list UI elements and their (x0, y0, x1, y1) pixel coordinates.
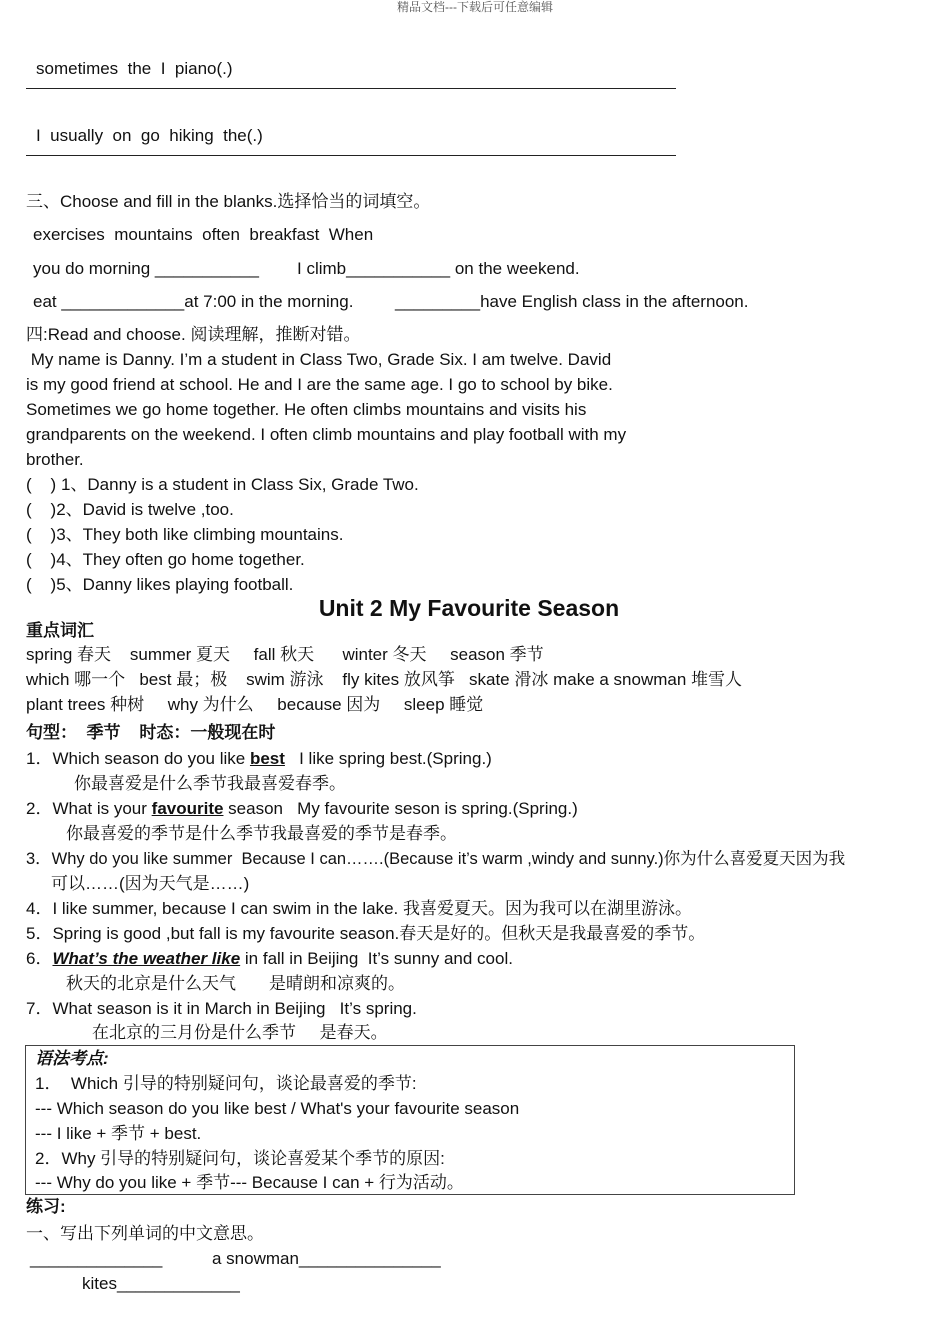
answer-blank-snowman: a snowman_______________ (212, 1249, 441, 1268)
keyword-weather-question: What’s the weather like (52, 949, 241, 968)
answer-line-1 (26, 88, 676, 89)
sentence-6-translation: 秋天的北京是什么天气 是晴朗和凉爽的。 (66, 974, 406, 993)
judge-question: ( )2、David is twelve ,too. (26, 500, 234, 519)
grammar-box-title: 语法考点: (35, 1049, 109, 1068)
judge-question: ( )3、They both like climbing mountains. (26, 525, 344, 544)
passage-line: brother. (26, 450, 84, 469)
sentence-1: 1．Which season do you like best I like spring best.(Spring.) (26, 749, 492, 768)
vocab-heading: 重点词汇 (26, 621, 94, 640)
reorder-question-2: I usually on go hiking the(.) (36, 126, 263, 145)
fill-blank-1a: you do morning ___________ (33, 259, 259, 278)
passage-line: grandparents on the weekend. I often climb mountains and play football with my (26, 425, 627, 444)
page-header-watermark: 精品文档---下载后可任意编辑 (397, 0, 553, 14)
pattern-heading: 句型： 季节 时态：一般现在时 (26, 723, 276, 742)
grammar-line: 1． Which 引导的特别疑问句，谈论最喜爱的季节: (35, 1074, 417, 1093)
sentence-7: 7．What season is it in March in Beijing It’s spring. (26, 999, 417, 1018)
grammar-line: --- Which season do you like best / What's your favourite season (35, 1099, 520, 1118)
vocab-line: which 哪一个 best 最；极 swim 游泳 fly kites 放风筝 skate 滑冰 make a snowman 堆雪人 (26, 670, 743, 689)
sentence-6: 6．What’s the weather like in fall in Beijing It’s sunny and cool. (26, 949, 513, 968)
sentence-2: 2．What is your favourite season My favourite seson is spring.(Spring.) (26, 799, 578, 818)
vocab-line: plant trees 种树 why 为什么 because 因为 sleep 睡觉 (26, 695, 484, 714)
answer-blank: ______________ (30, 1249, 163, 1268)
sentence-7-translation: 在北京的三月份是什么季节 是春天。 (92, 1023, 388, 1042)
section-3-title: 三、Choose and fill in the blanks.选择恰当的词填空。 (26, 192, 431, 211)
sentence-1-translation: 你最喜爱是什么季节我最喜爱春季。 (74, 774, 346, 793)
sentence-3: 3．Why do you like summer Because I can…….(Because it’s warm ,windy and sunny.)你为什么喜爱夏天因为我 (26, 850, 846, 868)
answer-line-2 (26, 155, 676, 156)
reorder-question-1: sometimes the I piano(.) (36, 59, 233, 78)
sentence-2-translation: 你最喜爱的季节是什么季节我最喜爱的季节是春季。 (66, 824, 457, 843)
vocab-line: spring 春天 summer 夏天 fall 秋天 winter 冬天 season 季节 (26, 645, 544, 664)
fill-blank-2a: eat _____________at 7:00 in the morning. (33, 292, 354, 311)
sentence-4: 4．I like summer, because I can swim in the lake. 我喜爱夏天。因为我可以在湖里游泳。 (26, 899, 692, 918)
judge-question: ( )5、Danny likes playing football. (26, 575, 294, 594)
sentence-3-continued: 可以……(因为天气是……) (51, 874, 250, 893)
fill-blank-2b: _________have English class in the afternoon. (395, 292, 749, 311)
passage-line: Sometimes we go home together. He often climbs mountains and visits his (26, 400, 587, 419)
keyword-favourite: favourite (151, 799, 224, 818)
grammar-line: --- Why do you like + 季节--- Because I can + 行为活动。 (35, 1173, 464, 1192)
practice-heading: 练习: (26, 1197, 66, 1216)
sentence-5: 5．Spring is good ,but fall is my favourite season.春天是好的。但秋天是我最喜爱的季节。 (26, 924, 706, 943)
keyword-best: best (249, 749, 285, 768)
practice-task-1: 一、写出下列单词的中文意思。 (26, 1224, 264, 1243)
section-4-title: 四:Read and choose. 阅读理解，推断对错。 (26, 325, 361, 344)
passage-line: is my good friend at school. He and I are the same age. I go to school by bike. (26, 375, 613, 394)
word-bank: exercises mountains often breakfast When (33, 225, 374, 244)
passage-line: My name is Danny. I’m a student in Class Two, Grade Six. I am twelve. David (26, 350, 612, 369)
judge-question: ( )4、They often go home together. (26, 550, 305, 569)
unit-title: Unit 2 My Favourite Season (318, 595, 620, 621)
fill-blank-1b: I climb___________ on the weekend. (297, 259, 580, 278)
judge-question: ( ) 1、Danny is a student in Class Six, Grade Two. (26, 475, 419, 494)
grammar-line: --- I like + 季节 + best. (35, 1124, 202, 1143)
answer-blank-kites: kites_____________ (82, 1274, 240, 1293)
grammar-line: 2．Why 引导的特别疑问句，谈论喜爱某个季节的原因: (35, 1149, 445, 1168)
